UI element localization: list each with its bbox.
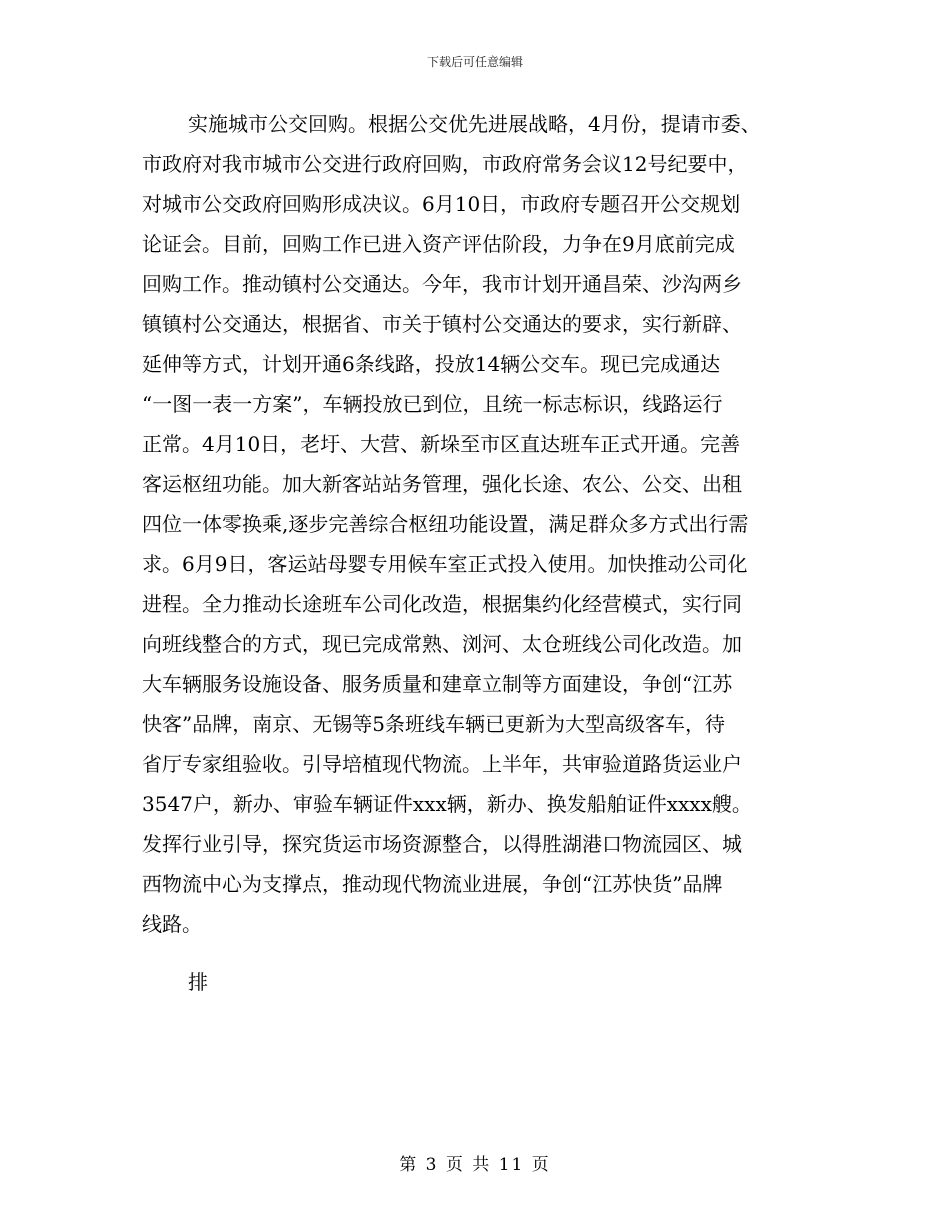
paragraph-line: 求。6月9日，客运站母婴专用候车室正式投入使用。加快推动公司化 (142, 552, 748, 576)
paragraph-line: 3547户，新办、审验车辆证件xxx辆，新办、换发船舶证件xxxx艘。 (142, 792, 752, 816)
paragraph-line: 市政府对我市城市公交进行政府回购，市政府常务会议12号纪要中， (142, 152, 748, 176)
trailing-fragment: 排 (188, 970, 208, 994)
paragraph-line: 正常。4月10日，老圩、大营、新垛至市区直达班车正式开通。完善 (142, 432, 741, 456)
paragraph-line: 客运枢纽功能。加大新客站站务管理，强化长途、农公、公交、出租 (142, 472, 742, 496)
paragraph-line: 西物流中心为支撑点，推动现代物流业进展，争创“江苏快货”品牌 (142, 872, 723, 896)
paragraph-line: 大车辆服务设施设备、服务质量和建章立制等方面建设，争创“江苏 (142, 672, 733, 696)
page-header: 下载后可任意编辑 (426, 55, 523, 69)
body-paragraph (142, 104, 810, 1002)
paragraph-line: 回购工作。推动镇村公交通达。今年，我市计划开通昌荣、沙沟两乡 (142, 272, 742, 296)
paragraph-line: 四位一体零换乘,逐步完善综合枢纽功能设置，满足群众多方式出行需 (142, 512, 749, 536)
paragraph-line: 镇镇村公交通达，根据省、市关于镇村公交通达的要求，实行新辟、 (142, 312, 742, 336)
page-number-footer: 第 3 页 共 11 页 (399, 1155, 551, 1175)
paragraph-line: 发挥行业引导，探究货运市场资源整合，以得胜湖港口物流园区、城 (142, 832, 742, 856)
paragraph-line: 进程。全力推动长途班车公司化改造，根据集约化经营模式，实行同 (142, 592, 742, 616)
paragraph-line: 论证会。目前，回购工作已进入资产评估阶段，力争在9月底前完成 (142, 232, 735, 256)
paragraph-line: 向班线整合的方式，现已完成常熟、浏河、太仓班线公司化改造。加 (142, 632, 742, 656)
paragraph-line: “一图一表一方案”，车辆投放已到位，且统一标志标识，线路运行 (142, 392, 723, 416)
paragraph-line: 对城市公交政府回购形成决议。6月10日，市政府专题召开公交规划 (142, 192, 741, 216)
paragraph-line: 线路。 (142, 912, 202, 936)
paragraph-line: 省厅专家组验收。引导培植现代物流。上半年，共审验道路货运业户 (142, 752, 742, 776)
paragraph-line: 实施城市公交回购。根据公交优先进展战略，4月份，提请市委、 (188, 112, 761, 136)
paragraph-line: 延伸等方式，计划开通6条线路，投放14辆公交车。现已完成通达 (142, 352, 721, 376)
paragraph-line: 快客”品牌，南京、无锡等5条班线车辆已更新为大型高级客车，待 (142, 712, 725, 736)
